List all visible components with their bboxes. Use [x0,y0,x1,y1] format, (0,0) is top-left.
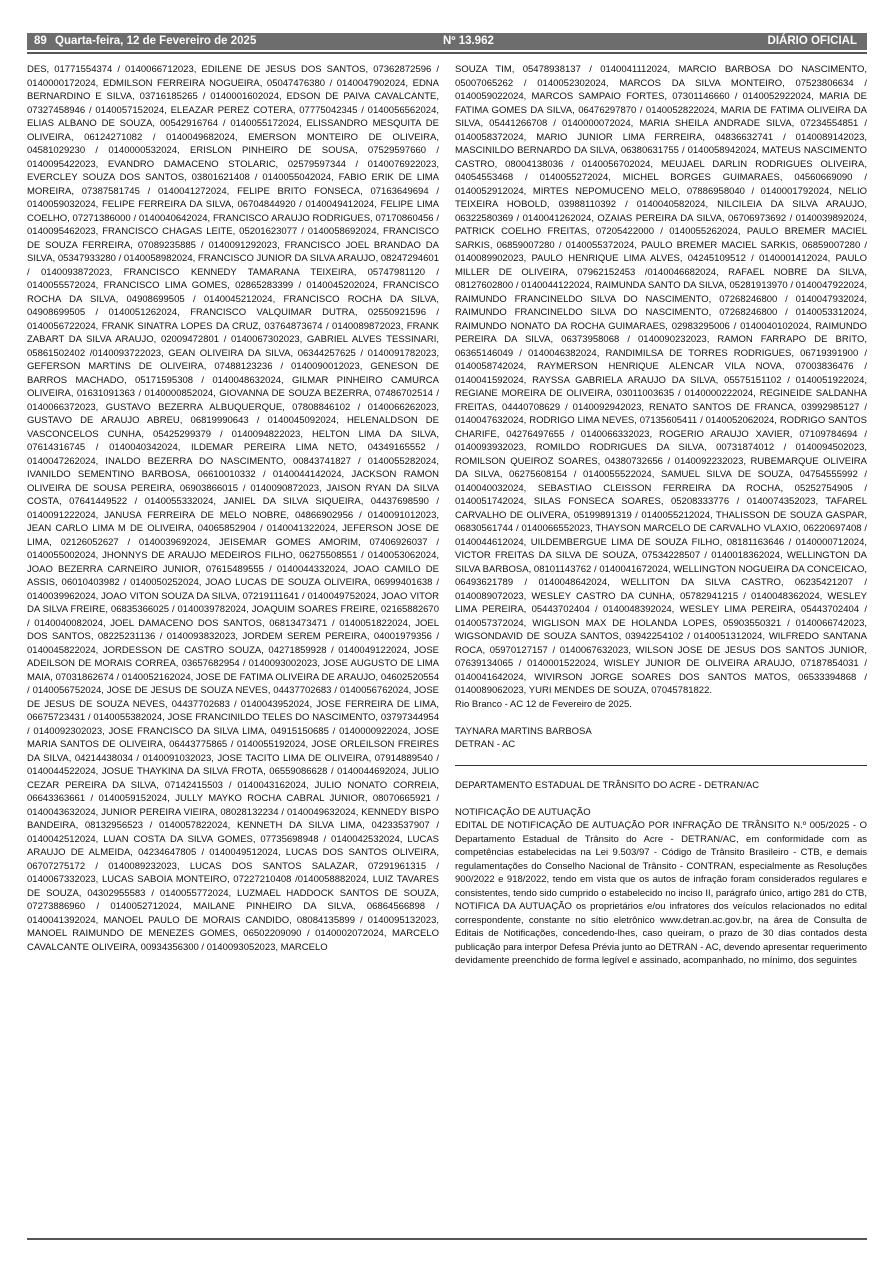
page-number: 89 [34,35,47,47]
journal-name: DIÁRIO OFICIAL [767,35,857,47]
department-heading: DEPARTAMENTO ESTADUAL DE TRÂNSITO DO ACRE - DETRAN/AC [455,779,760,791]
issue-number: Nº 13.962 [443,35,494,47]
header-divider [27,52,867,54]
section-divider [455,765,867,766]
publication-date: Quarta-feira, 12 de Fevereiro de 2025 [55,35,257,47]
signatory-name: TAYNARA MARTINS BARBOSA [455,725,592,737]
left-column-text: DES, 01771554374 / 0140066712023, EDILENE DE JESUS DOS SANTOS, 07362872596 / 0140000172024, EDMILSON FERREIRA NOGUEIRA, 05047476380 / 0140047902024, EDNA BERNARDINO E SILVA, 03716185265 / 0140001602024, EDSON DE PAIVA CAVALCANTE, 07327458946 / 0140057152024, ELEAZAR PEREZ COTERA, 07775042345 / 0140056562024, ELIAS ALBANO DE SOUZA, 00542916764 / 0140055172024, ELISSANDRO MESQUITA DE OLIVEIRA, 06124271082 / 0140049682024, EMERSON MONTEIRO DE OLIVEIRA, 04581029230 / 0140000532024, ERISLON PINHEIRO DE SOUSA, 07529597660 / 0140095422023, EVANDRO DAMACENO STOLARIC, 02579597344 / 0140076922023, EVERCLEY SOUZA DOS SANTOS, 03801621408 / 0140055042024, FABIO ERIK DE LIMA MOREIRA, 07387581745 / 0140041272024, FELIPE BRITO FONSECA, 07163649694 / 0140059032024, FELIPE FERREIRA DA SILVA, 06704844920 / 0140049412024, FELIPE LIMA COELHO, 07271386000 / 0140040642024, FRANCISCO ARAUJO RODRIGUES, 07170860456 / 0140095462023, FRANCISCO CHAGAS LEITE, 05201623077 / 0140058692024, FRANCISCO DE SOUZA FERREIRA, 07089235885 / 0140091292023, FRANCISCO JOEL BRANDAO DA SILVA, 05347933280 / 0140058982024, FRANCISCO JUNIOR DA SILVA ARAUJO, 08247294601 / 0140093872023, FRANCISCO KENNEDY TAMARANA TEIXEIRA, 05747981120 / 0140055572024, FRANCISCO LIMA GOMES, 02865283399 / 0140045202024, FRANCISCO ROCHA DA SILVA, 04908699505 / 0140045212024, FRANCISCO ROCHA DA SILVA, 04908699505 / 0140051262024, FRANCISCO VALQUIMAR DUTRA, 02550921596 / 0140056722024, FRANK SINATRA LOPES DA CRUZ, 03764873674 / 0140089872023, FRANK ZABART DA SILVA ARAUJO, 02009472801 / 0140067302023, GABRIEL ALVES TESSINARI, 05861502402 /0140093722023, GEAN OLIVEIRA DA SILVA, 06344257625 / 0140091782023, GEFERSON MARTINS DE OLIVEIRA, 07488123236 / 0140090012023, GENESON DE BARROS MACHADO, 05171595308 / 0140048632024, GILMAR PINHEIRO CAMURCA OLIVEIRA, 01631091363 / 0140000852024, GIOVANNA DE SOUZA BEZERRA, 07486702514 / 0140066372023, GUSTAVO BEZERRA ALBUQUERQUE, 07808846102 / 0140066262023, GUSTAVO DE ARAUJO ABREU, 06819990643 / 0140045092024, HELENALDSON DE VASCONCELOS CUNHA, 05425299379 / 0140094822023, HELTON LIMA DA SILVA, 07614316745 / 0140040342024, ILDEMAR PEREIRA LIMA NETO, 04349165552 / 0140047262024, INALDO BEZERRA DO NASCIMENTO, 00843741827 / 0140055282024, IVANILDO SEMENTINO BARBOSA, 06610010332 / 0140044142024, JACKSON RAMON OLIVEIRA DE SOUSA PEREIRA, 06903866015 / 0140090872023, JAISON RYAN DA SILVA COSTA, 07641449522 / 0140055332024, JANIEL DA SILVA SIQUEIRA, 04437698590 / 0140091222024, JANUSA FERREIRA DE MELO NOBRE, 04866902956 / 0140091012023, JEAN CARLO LIMA M DE OLIVEIRA, 04065852904 / 0140041322024, JEFERSON JOSE DE LIMA, 02126052627 / 0140039692024, JEISEMAR GOMES AMORIM, 07406926037 / 0140055002024, JHONNYS DE ARAUJO MEDEIROS FILHO, 06275508551 / 0140053062024, JOAO BEZERRA CARNEIRO JUNIOR, 07615489555 / 0140044332024, JOAO CAMILO DE ASSIS, 06010403982 / 0140050252024, JOAO LUCAS DE SOUZA OLIVEIRA, 06999401638 / 0140039962024, JOAO VITON SOUZA DA SILVA, 07219111641 / 0140049752024, JOAO VITOR DA SILVA FREIRE, 06835366025 / 0140039782024, JOAQUIM SOARES FREIRE, 02165882670 / 0140040082024, JOEL DAMACENO DOS SANTOS, 06813473471 / 0140051822024, JOEL DOS SANTOS, 08225231136 / 0140093832023, JORDEM SEREM PEREIRA, 04001979356 / 0140045822024, JORDESSON DE CASTRO SOUZA, 04271859928 / 0140049122024, JOSE ADEILSON DE MORAIS CORREA, 03657682954 / 0140093002023, JOSE AUGUSTO DE LIMA MAIA, 07031862674 / 0140052162024, JOSE DE FATIMA OLIVEIRA DE ARAUJO, 04602520554 / 0140056752024, JOSE DE JESUS DE SOUZA NEVES, 04437702683 / 0140056762024, JOSE DE JESUS DE SOUZA NEVES, 04437702683 / 0140043952024, JOSE FERREIRA DE LIMA, 06675723431 / 0140055382024, JOSE FRANCINILDO TELES DO NASCIMENTO, 03797344954 / 0140092302023, JOSE FRANCISCO DA SILVA LIMA, 04915150685 / 0140000922024, JOSE MARIA SANTOS DE OLIVEIRA, 06443775865 / 0140055192024, JOSE ORLEILSON FREIRES DA SILVA, 04214438034 / 0140091032023, JOSE TACITO LIMA DE OLIVEIRA, 07914889540 / 0140044522024, JOSUE THAYKINA DA SILVA FROTA, 06559086628 / 0140044692024, JULIO CEZAR PEREIRA DA SILVA, 07142415503 / 0140043162024, JULIO NONATO CORREIA, 06643363661 / 0140059152024, JULLY MAYKO ROCHA CABRAL JUNIOR, 08070665921 / 0140043632024, JUNIOR PEREIRA VIEIRA, 08028132234 / 0140049632024, KENNEDY BISPO BANDEIRA, 08132956523 / 0140057822024, KENNETH DA SILVA LIMA, 04233537907 / 0140042512024, LUAN COSTA DA SILVA GOMES, 07735698948 / 0140042532024, LUCAS ARAUJO DE ALMEIDA, 04234647805 / 0140049512024, LUCAS DOS SANTOS OLIVEIRA, 06707275172 / 0140089232023, LUCAS DOS SANTOS SALAZAR, 07291961315 / 0140067332023, LUCAS SABOIA MONTEIRO, 07227210408 /0140058882024, LUIZ TAVARES DE SOUZA, 04302955583 / 0140055772024, LUZMAEL HADDOCK SANTOS DE SOUZA, 07273886960 / 0140052712024, MAILANE PINHEIRO DA SILVA, 06864566898 / 0140041392024, MANOEL PAULO DE MORAIS CANDIDO, 08084135899 / 0140095132023, MANOEL RAIMUNDO DE MENEZES GOMES, 06502209090 / 0140002072024, MARCELO CAVALCANTE OLIVEIRA, 00934356300 / 0140093052023, MARCELO [27,64,439,953]
notice-body: EDITAL DE NOTIFICAÇÃO DE AUTUAÇÃO POR INFRAÇÃO DE TRÂNSITO N.º 005/2025 - O Departamento Estadual de Trânsito do Acre - DETRAN/AC, em conformidade com as competências estabelecidas na Lei 9.503/97 - Código de Trânsito Brasileiro - CTB, e demais regulamentações do Conselho Nacional de Trânsito - CONTRAN, especialmente as Resoluções 900/2022 e 918/2022, tendo em vista que os autos de infração foram considerados regulares e consistentes, tendo sido cumprido o estabelecido no inciso II, parágrafo único, artigo 281 do CTB, NOTIFICA DA AUTUAÇÃO os proprietários e/ou infratores dos veículos relacionados no edital correspondente, constante no sítio eletrônico www.detran.ac.gov.br, na área de Consulta de Editais de Notificações, concedendo-lhes, caso queiram, o prazo de 30 dias contados desta publicação para interpor Defesa Prévia junto ao DETRAN - AC, devendo apresentar requerimento devidamente preenchido de forma legível e assinado, acompanhado, no mínimo, dos seguintes [455,820,867,966]
left-column [27,63,439,1218]
signatory-org: DETRAN - AC [455,739,516,750]
page-header [27,33,867,50]
footer-divider [27,1238,867,1240]
right-column [455,63,867,1218]
place-date: Rio Branco - AC 12 de Fevereiro de 2025. [455,698,632,710]
notice-title: NOTIFICAÇÃO DE AUTUAÇÃO [455,806,591,818]
right-column-list-text: SOUZA TIM, 05478938137 / 0140041112024, MARCIO BARBOSA DO NASCIMENTO, 05007065262 / 0140052302024, MARCOS DA SILVA MONTEIRO, 07523806634 / 0140059022024, MARCOS SAMPAIO FORTES, 07301146660 / 0140052922024, MARIA DE FATIMA GOMES DA SILVA, 06476297870 / 0140052822024, MARIA DE FATIMA OLIVEIRA DA SILVA, 05441266708 / 0140000072024, MARIA SHEILA ANDRADE SILVA, 07234554851 / 0140058372024, MARIO JUNIOR LIMA FERREIRA, 04836632741 / 0140089142023, MASCINILDO BERNARDO DA SILVA, 06380631755 / 0140058942024, MATEUS NASCIMENTO CASTRO, 08004138036 / 0140056702024, MEUJAEL DARLIN RODRIGUES OLIVEIRA, 04054553468 / 0140055272024, MICHEL BORGES GUIMARAES, 04560669090 / 0140052912024, MIRTES NEPOMUCENO MELO, 07886958040 / 0140001792024, NELIO TEIXEIRA HOBOLD, 03988110392 / 0140040582024, NILCILEIA DA SILVA ARAUJO, 06322580369 / 0140041262024, OZAIAS PEREIRA DA SILVA, 06706973692 / 0140039892024, PATRICK COELHO FREITAS, 07205422000 / 0140055262024, PAULO BREMER MACIEL SARKIS, 06859007280 / 0140055372024, PAULO BREMER MACIEL SARKIS, 06859007280 / 0140089902023, PAULO HENRIQUE LIMA ALVES, 04245109512 / 0140001412024, PAULO MILLER DE OLIVEIRA, 07962152453 /0140046682024, RAFAEL NOBRE DA SILVA, 08127602800 / 0140044122024, RAIMUNDA SANTO DA SILVA, 05281913970 / 0140047922024, RAIMUNDO FRANCINELDO SILVA DO NASCIMENTO, 07268246800 / 0140047932024, RAIMUNDO FRANCINELDO SILVA DO NASCIMENTO, 07268246800 / 0140053312024, RAIMUNDO NONATO DA ROCHA GUIMARAES, 02983295006 / 0140040102024, RAIMUNDO PEREIRA DA SILVA, 06373958068 / 0140090232023, RAMON FARRAPO DE BRITO, 06365146049 / 0140046382024, RANDIMILSA DE TORRES RODRIGUES, 06719391900 / 0140058742024, RAYMERSON HENRIQUE ALENCAR VILA NOVA, 07003836476 / 0140041592024, RAYSSA GABRIELA ARAUJO DA SILVA, 05575151102 / 0140051922024, REGIANE MOREIRA DE OLIVEIRA, 03011003635 / 0140000222024, REGINEIDE SALDANHA FREITAS, 04440708629 / 0140092942023, RENATO SANTOS DE FRANCA, 03992985127 / 0140047632024, RODRIGO LIMA NEVES, 07135605411 / 0140052062024, RODRIGO SANTOS CHARIFE, 04276497655 / 0140066332023, ROGERIO ARAUJO XAVIER, 07109784694 / 0140093932023, ROMILDO RODRIGUES DA SILVA, 00731874012 / 0140094502023, ROMILSON QUEIROZ SOARES, 04380732656 / 0140092232023, RUBEMARQUE OLIVEIRA DA SILVA, 06275608154 / 0140055522024, SAMUEL SILVA DE SOUZA, 04754555992 / 0140040032024, SEBASTIAO CLEISSON FERREIRA DA ROCHA, 05252754905 / 0140051742024, SILAS FONSECA SOARES, 05208333776 / 0140074352023, TAFAREL CARVALHO DE OLIVERA, 05199891319 / 0140055212024, THALISSON DE SOUZA GASPAR, 06830561744 / 0140066552023, THAYSON MARCELO DE CARVALHO VLAXIO, 06220697408 / 0140044612024, UILDEMBERGUE LIMA DE SOUZA FILHO, 08181163646 / 0140000712024, VICTOR FREITAS DA SILVA DE SOUZA, 07534228507 / 0140018362024, WELLINGTON DA SILVA BARBOSA, 08101143762 / 0140041672024, WELLINGTON NOGUEIRA DA CONCEICAO, 06493621789 / 0140048642024, WELLITON DA SILVA CASTRO, 06235421207 / 0140089072023, WESLEY CASTRO DA CUNHA, 05782941215 / 0140048362024, WESLEY LIMA PEREIRA, 05443702404 / 0140048392024, WESLEY LIMA PEREIRA, 05443702404 / 0140057372024, WIGLISON MAX DE HOLANDA LOPES, 05903550321 / 0140066742023, WIGSONDAVID DE SOUZA SANTOS, 03942254102 / 0140051312024, WILFREDO SANTANA ROCA, 05970127157 / 0140067632023, WILSON JOSE DE JESUS DOS SANTOS JUNIOR, 07639134065 / 0140001522024, WISLEY JUNIOR DE OLIVEIRA ARAUJO, 07187854031 / 0140041642024, WIVIRSON JORGE SOARES DOS SANTOS MATOS, 06533394868 / 0140089062023, YURI MENDES DE SOUZA, 07045781822. [455,64,867,696]
